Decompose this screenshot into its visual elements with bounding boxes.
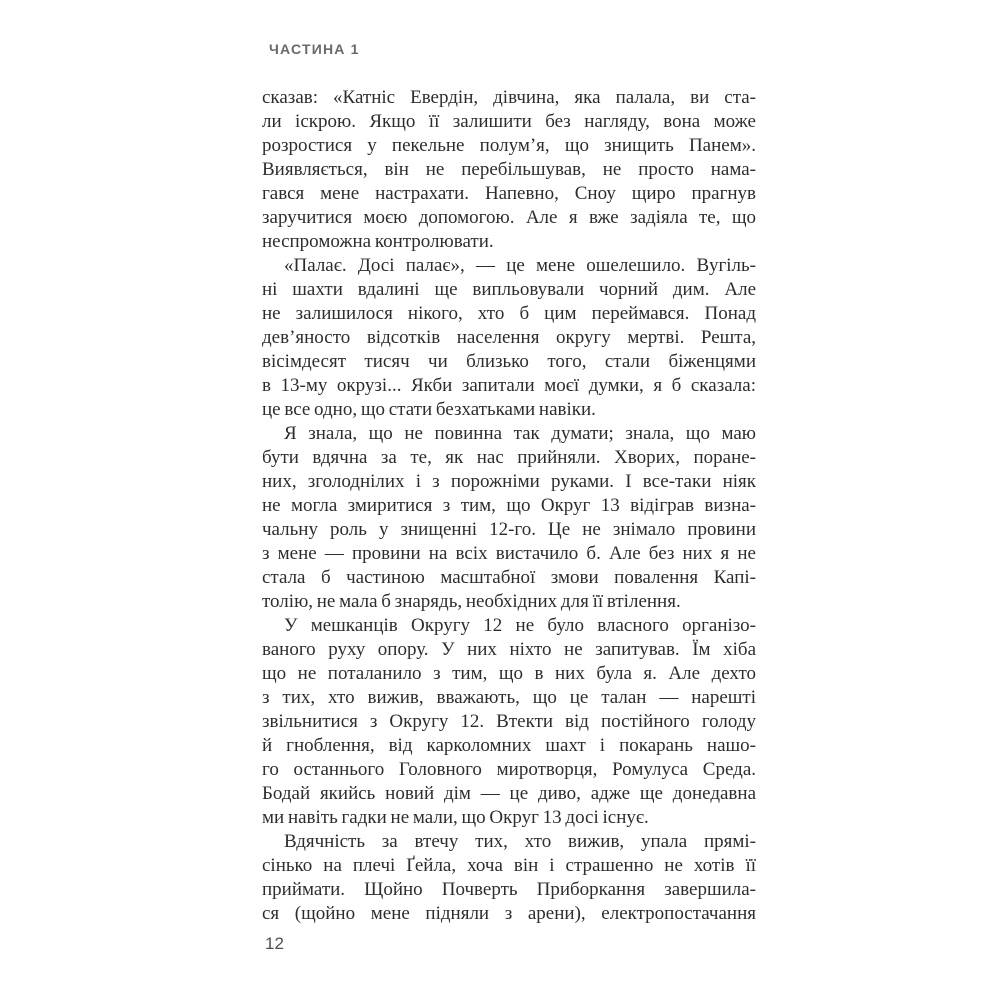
text-line: У мешканців Округу 12 не було власного організо- (284, 615, 756, 636)
text-line: розростися у пекельне полум’я, що знищить Панем». (262, 135, 756, 156)
paragraph (262, 422, 756, 614)
text-line: «Палає. Досі палає», — це мене ошелешило. Вугіль- (284, 255, 756, 276)
text-line: толію, не мала б знарядь, необхідних для її втілення. (262, 591, 681, 612)
text-line: чальну роль у знищенні 12-го. Це не знімало провини (262, 519, 756, 540)
text-line: гався мене настрахати. Напевно, Сноу щиро прагнув (262, 183, 756, 204)
text-line: ні шахти вдалині ще випльовували чорний дим. Але (262, 279, 756, 300)
text-line: дев’яносто відсотків населення округу мертві. Решта, (262, 327, 756, 348)
text-line: заручитися моєю допомогою. Але я вже задіяла те, що (262, 207, 756, 228)
text-line: що не поталанило з тим, що в них була я. Але дехто (262, 663, 756, 684)
text-line: ми навіть гадки не мали, що Округ 13 досі існує. (262, 807, 649, 828)
text-line: не могла змиритися з тим, що Округ 13 відіграв визна- (262, 495, 756, 516)
text-line: це все одно, що стати безхатьками навіки. (262, 399, 596, 420)
text-line: в 13-му окрузі... Якби запитали моєї думки, я б сказала: (262, 375, 756, 396)
text-line: Вдячність за втечу тих, хто вижив, упала прямі- (284, 831, 756, 852)
text-line: го останнього Головного миротворця, Ромулуса Среда. (262, 759, 756, 780)
text-line: стала б частиною масштабної змови повалення Капі- (262, 567, 756, 588)
paragraph (262, 254, 756, 422)
text-line: з мене — провини на всіх вистачило б. Але без них я не (262, 543, 756, 564)
text-line: з тих, хто вижив, вважають, що це талан — нарешті (262, 687, 756, 708)
text-line: Виявляється, він не перебільшував, не просто нама- (262, 159, 756, 180)
text-line: не залишилося нікого, хто б цим переймався. Понад (262, 303, 756, 324)
paragraph (262, 614, 756, 830)
body-text-block (262, 86, 756, 926)
text-line: сінько на плечі Ґейла, хоча він і страшенно не хотів її (262, 855, 756, 876)
text-line: неспроможна контролювати. (262, 231, 494, 252)
paragraph (262, 86, 756, 254)
text-line: Я знала, що не повинна так думати; знала, що маю (284, 423, 756, 444)
chapter-running-header: ЧАСТИНА 1 (269, 41, 360, 57)
page-number: 12 (265, 934, 284, 953)
text-line: них, зголоднілих і з порожніми руками. І все-таки ніяк (262, 471, 756, 492)
text-line: звільнитися з Округу 12. Втекти від постійного голоду (262, 711, 756, 732)
text-line: ся (щойно мене підняли з арени), електропостачання (262, 903, 756, 924)
text-line: Бодай якийсь новий дім — це диво, адже ще донедавна (262, 783, 756, 804)
paragraph (262, 830, 756, 926)
text-line: й гноблення, від карколомних шахт і покарань нашо- (262, 735, 756, 756)
text-line: вісімдесят тисяч чи близько того, стали біженцями (262, 351, 756, 372)
text-line: приймати. Щойно Почверть Приборкання завершила- (262, 879, 756, 900)
text-line: ваного руху опору. У них ніхто не запитував. Їм хіба (262, 639, 756, 660)
text-line: сказав: «Катніс Евердін, дівчина, яка палала, ви ста- (262, 87, 756, 108)
text-line: ли іскрою. Якщо її залишити без нагляду, вона може (262, 111, 756, 132)
text-line: бути вдячна за те, як нас прийняли. Хворих, поране- (262, 447, 756, 468)
